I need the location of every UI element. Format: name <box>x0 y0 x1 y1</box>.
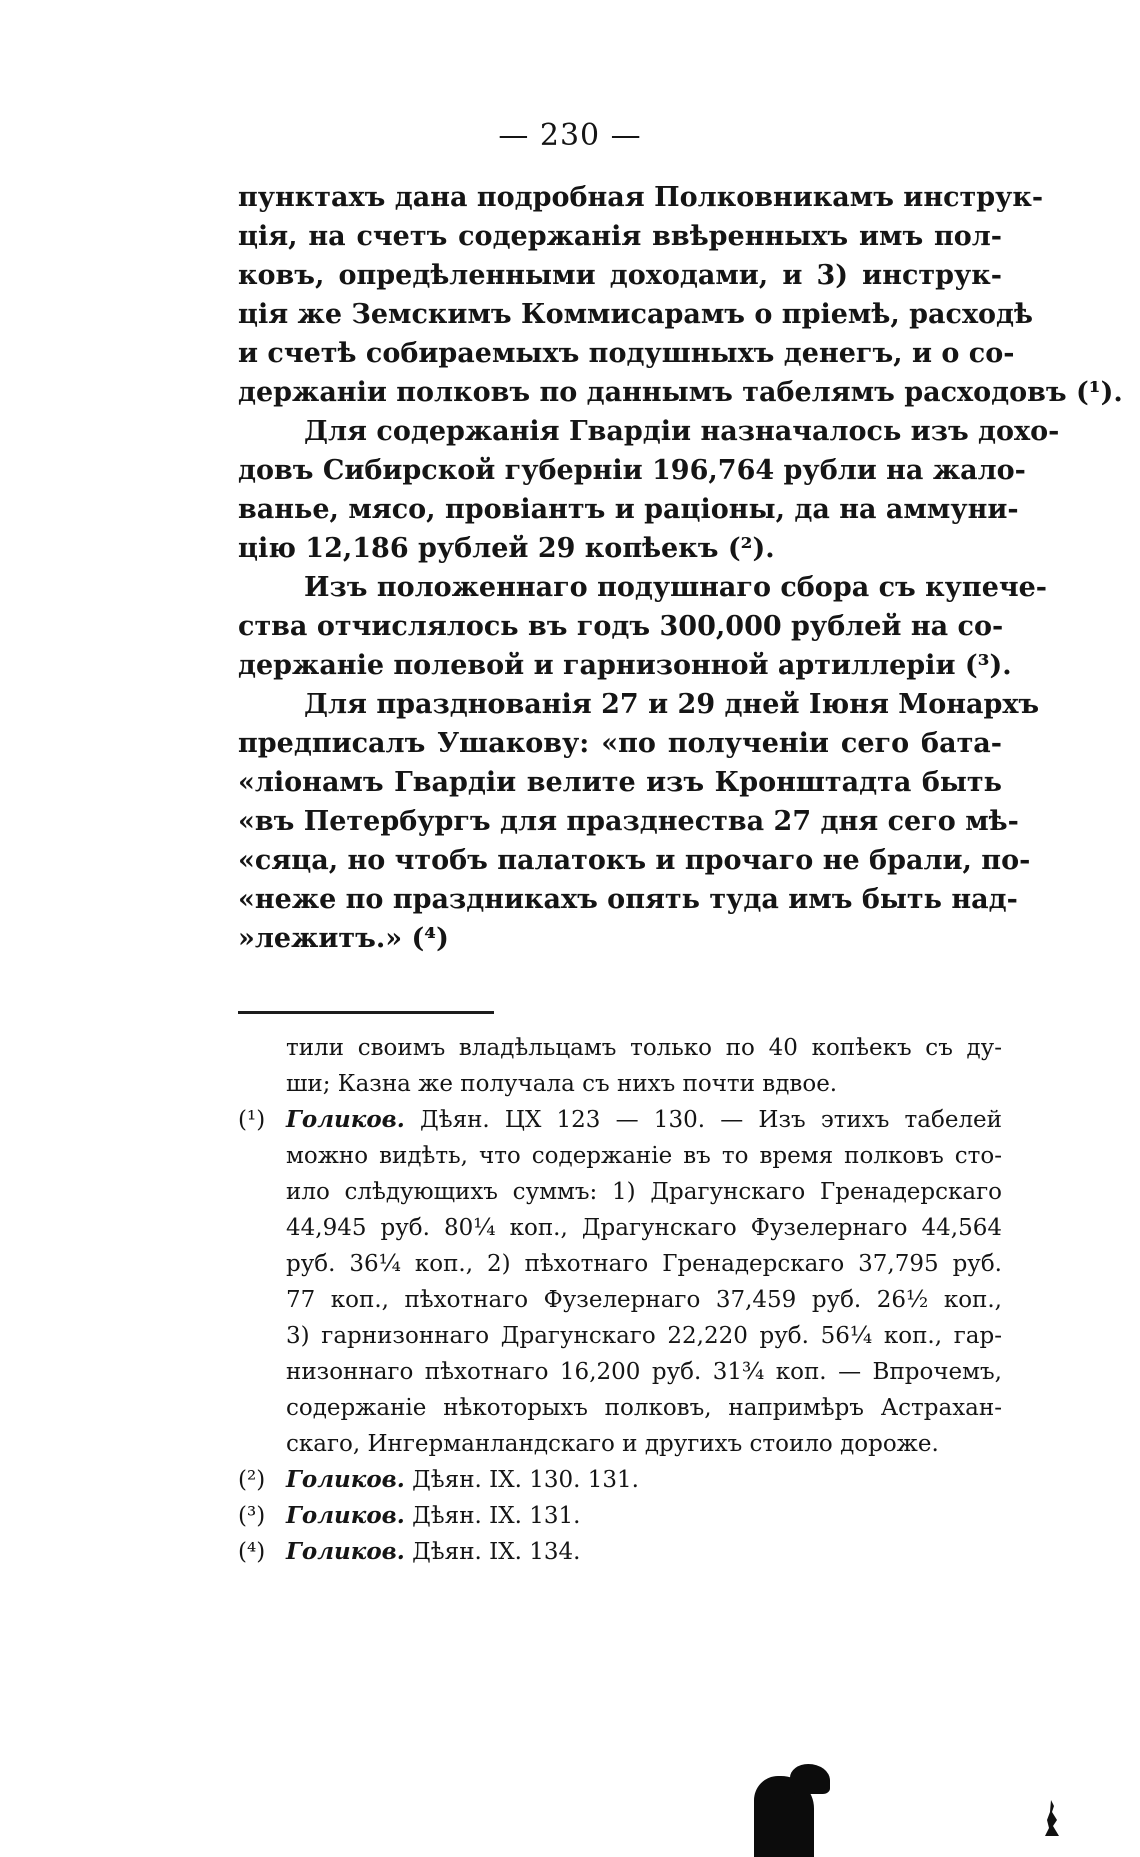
footnote-line: руб. 36¼ коп., 2) пѣхотнаго Гренадерскаго 37,795 руб. <box>286 1251 1002 1277</box>
text-line: Для содержанія Гвардіи назначалось изъ дохо- <box>304 416 1060 447</box>
footnote-text: Дѣян. ЦХ 123 — 130. — Изъ этихъ табелей <box>420 1107 1002 1133</box>
ink-mark <box>1043 1798 1061 1838</box>
text-line: держаніе полевой и гарнизонной артиллеріи (³). <box>238 650 1012 681</box>
footnote-author: Голиков. <box>286 1466 405 1493</box>
text-line: «въ Петербургъ для празднества 27 дня сего мѣ- <box>238 806 1019 837</box>
footnote-line: 44,945 руб. 80¼ коп., Драгунскаго Фузелернаго 44,564 <box>286 1215 1002 1241</box>
text-line: довъ Сибирской губерніи 196,764 рубли на жало- <box>238 455 1026 486</box>
footnote-line: можно видѣть, что содержаніе въ то время полковъ сто- <box>286 1143 1002 1169</box>
footnote-author: Голиков. <box>286 1502 405 1529</box>
text-line: держаніи полковъ по даннымъ табелямъ расходовъ (¹). <box>238 377 1123 408</box>
footnote-author: Голиков. <box>286 1106 405 1133</box>
text-line: ковъ, опредѣленными доходами, и 3) инструк- <box>238 260 1002 291</box>
text-line: Для празднованія 27 и 29 дней Іюня Монархъ <box>304 689 1040 720</box>
footnote-text: Дѣян. IX. 131. <box>412 1503 581 1529</box>
text-line: «неже по праздникахъ опять туда имъ быть над- <box>238 884 1018 915</box>
page-number: — 230 — <box>498 118 642 153</box>
footnote-marker: (²) <box>238 1467 266 1493</box>
text-line: ція, на счетъ содержанія ввѣренныхъ имъ пол- <box>238 221 1002 252</box>
footnote-line: низоннаго пѣхотнаго 16,200 руб. 31¾ коп. — Впрочемъ, <box>286 1359 1002 1385</box>
footnote-1 <box>238 1102 1002 1138</box>
text-line: ства отчислялось въ годъ 300,000 рублей на со- <box>238 611 1004 642</box>
footnote-line: скаго, Ингерманландскаго и другихъ стоило дороже. <box>286 1431 939 1457</box>
footnote-separator <box>238 1011 494 1014</box>
footnote-2 <box>238 1462 1002 1498</box>
text-line: и счетѣ собираемыхъ подушныхъ денегъ, и о со- <box>238 338 1015 369</box>
footnote-marker: (¹) <box>238 1107 266 1133</box>
footnote-marker: (³) <box>238 1503 266 1529</box>
footnote-author: Голиков. <box>286 1538 405 1565</box>
text-line: ванье, мясо, провіантъ и раціоны, да на аммуни- <box>238 494 1019 525</box>
footnotes <box>238 1030 1002 1570</box>
footnote-3 <box>238 1498 1002 1534</box>
text-line: пунктахъ дана подробная Полковникамъ инструк- <box>238 182 1044 213</box>
text-line: «ліонамъ Гвардіи велите изъ Кронштадта быть <box>238 767 1002 798</box>
footnote-4 <box>238 1534 1002 1570</box>
text-line: ція же Земскимъ Коммисарамъ о пріемѣ, расходѣ <box>238 299 1034 330</box>
text-line: »лежитъ.» (⁴) <box>238 923 449 954</box>
main-text <box>238 178 1123 958</box>
text-line: цію 12,186 рублей 29 копѣекъ (²). <box>238 533 775 564</box>
footnote-line: ило слѣдующихъ суммъ: 1) Драгунскаго Гренадерскаго <box>286 1179 1002 1205</box>
ink-blot <box>790 1764 830 1794</box>
footnote-line: 3) гарнизоннаго Драгунскаго 22,220 руб. 56¼ коп., гар- <box>286 1323 1002 1349</box>
text-line: предписалъ Ушакову: «по полученіи сего бата- <box>238 728 1002 759</box>
text-line: «сяца, но чтобъ палатокъ и прочаго не брали, по- <box>238 845 1031 876</box>
footnote-text: Дѣян. IX. 130. 131. <box>412 1467 639 1493</box>
footnote-marker: (⁴) <box>238 1539 266 1565</box>
text-line: Изъ положеннаго подушнаго сбора съ купече- <box>304 572 1048 603</box>
footnote-line: содержаніе нѣкоторыхъ полковъ, напримѣръ Астрахан- <box>286 1395 1002 1421</box>
footnote-text: Дѣян. IX. 134. <box>412 1539 581 1565</box>
footnote-continuation-line: тили своимъ владѣльцамъ только по 40 копѣекъ съ ду- <box>286 1035 1002 1061</box>
footnote-continuation-line: ши; Казна же получала съ нихъ почти вдвое. <box>286 1071 838 1097</box>
footnote-line: 77 коп., пѣхотнаго Фузелернаго 37,459 руб. 26½ коп., <box>286 1287 1002 1313</box>
